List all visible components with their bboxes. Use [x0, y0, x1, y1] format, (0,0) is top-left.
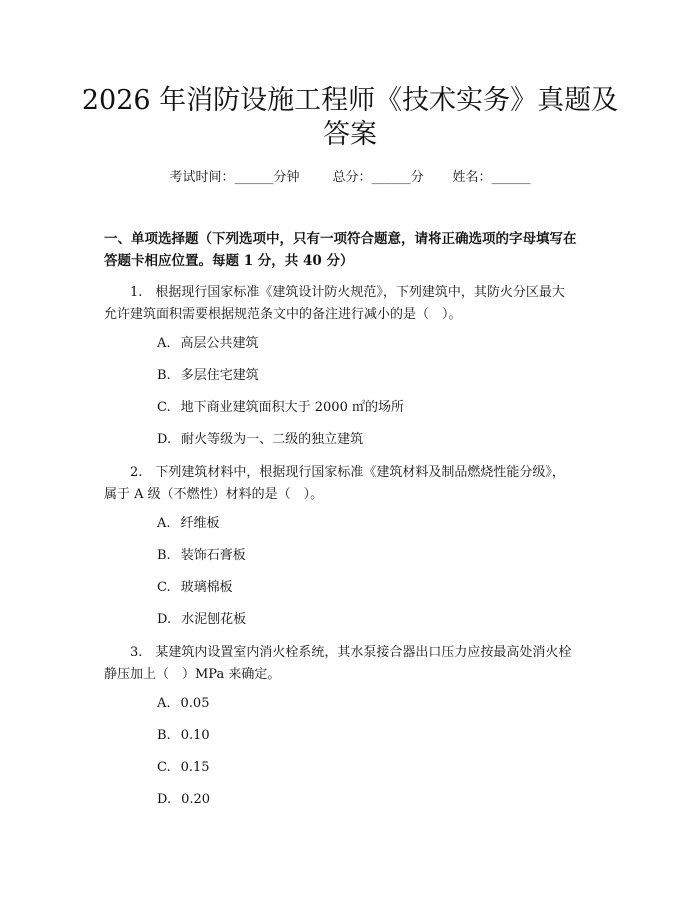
section-heading-line1: 一、单项选择题（下列选项中，只有一项符合题意，请将正确选项的字母填写在	[104, 231, 577, 247]
question-1-option-a: A. 高层公共建筑	[157, 336, 259, 351]
question-1-line2: 允许建筑面积需要根据规范条文中的备注进行减小的是（ ）。	[104, 307, 462, 322]
question-3-option-b: B. 0.10	[157, 728, 210, 743]
question-2-line1: 2. 下列建筑材料中，根据现行国家标准《建筑材料及制品燃烧性能分级》，	[130, 465, 565, 480]
score-unit: 分	[410, 170, 424, 185]
section-heading-line2: 答题卡相应位置。每题 1 分，共 40 分）	[104, 253, 354, 269]
question-1-option-b: B. 多层住宅建筑	[157, 368, 259, 383]
question-1-option-d: D. 耐火等级为一、二级的独立建筑	[157, 432, 364, 447]
question-3-option-a: A. 0.05	[157, 696, 210, 711]
name-blank: ______	[491, 170, 531, 185]
exam-meta	[0, 168, 700, 188]
page-title-line2: 答案	[323, 119, 377, 150]
question-1-line1: 1. 根据现行国家标准《建筑设计防火规范》，下列建筑中，其防火分区最大	[130, 285, 565, 300]
time-blank: ______	[234, 170, 274, 185]
score-label: 总分：	[332, 170, 372, 185]
page-title-line1: 2026 年消防设施工程师《技术实务》真题及	[81, 85, 619, 116]
question-2-option-a: A. 纤维板	[157, 516, 220, 531]
question-1-option-c: C. 地下商业建筑面积大于 2000 ㎡的场所	[157, 400, 404, 415]
time-unit: 分钟	[273, 170, 300, 185]
question-3-line2: 静压加上（ ）MPa 来确定。	[104, 667, 281, 682]
question-3-line1: 3. 某建筑内设置室内消火栓系统，其水泵接合器出口压力应按最高处消火栓	[130, 645, 572, 660]
question-2-option-b: B. 装饰石膏板	[157, 548, 246, 563]
question-2-option-c: C. 玻璃棉板	[157, 580, 233, 595]
name-label: 姓名：	[452, 170, 492, 185]
question-3-option-d: D. 0.20	[157, 792, 211, 807]
question-3-option-c: C. 0.15	[157, 760, 210, 775]
time-label: 考试时间：	[169, 170, 235, 185]
question-2-option-d: D. 水泥刨花板	[157, 612, 247, 627]
question-2-line2: 属于 A 级（不燃性）材料的是（ ）。	[104, 487, 324, 502]
score-blank: ______	[371, 170, 411, 185]
